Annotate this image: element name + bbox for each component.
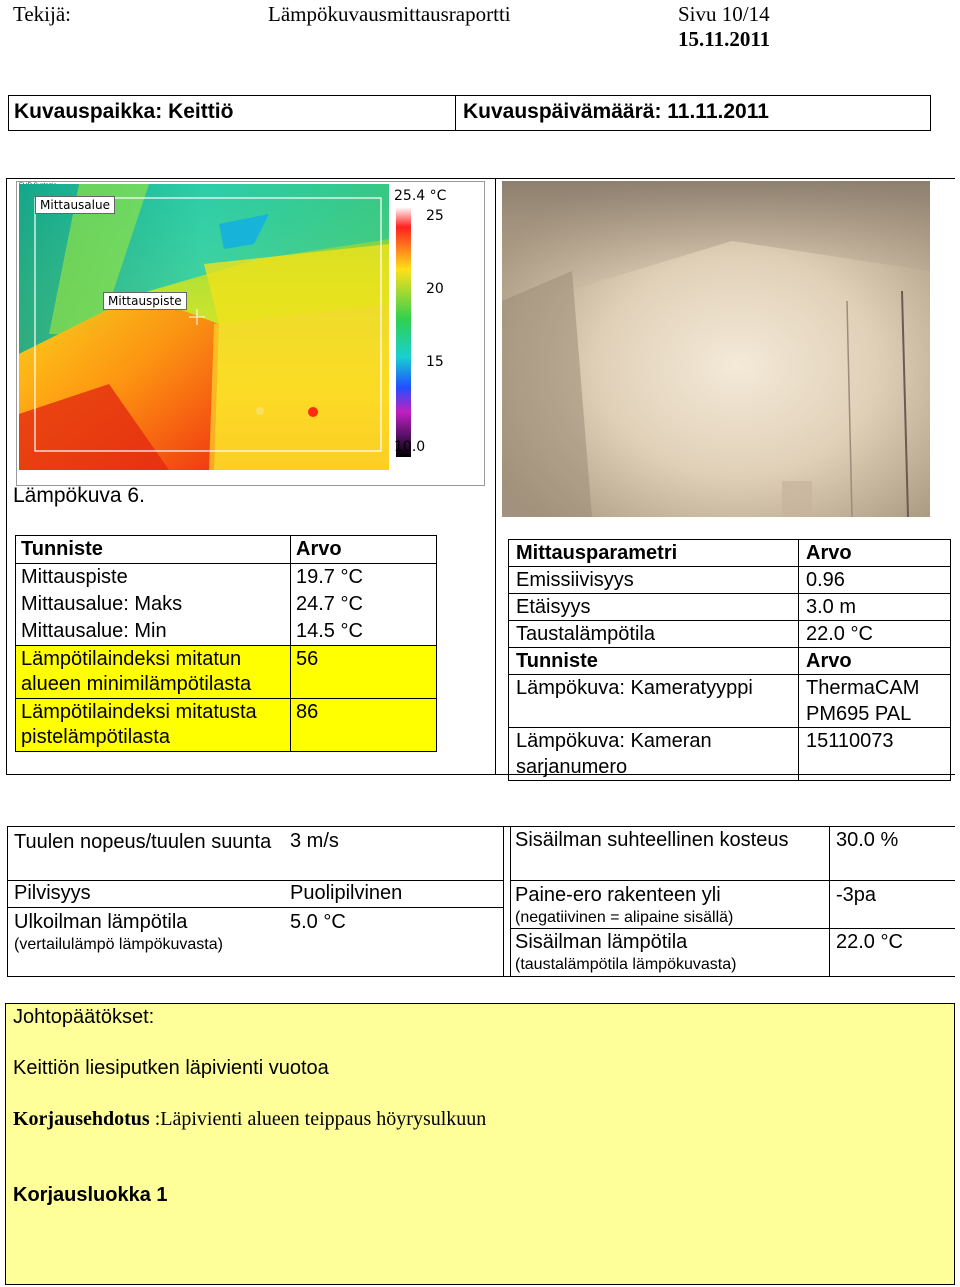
conclusions-box: [5, 1003, 955, 1285]
conclusions-finding: Keittiön liesiputken läpivienti vuotoa: [13, 1057, 329, 1079]
thermal-caption: Lämpökuva 6.: [13, 484, 145, 507]
table-cell: ThermaCAM PM695 PAL: [799, 675, 951, 728]
table-cell: 22.0 °C: [799, 621, 951, 648]
cloud-value: Puolipilvinen: [290, 882, 403, 904]
temperature-scale-bar: [396, 207, 411, 457]
column-header: Arvo: [291, 536, 437, 564]
table-cell: Lämpökuva: Kameratyyppi: [509, 675, 799, 728]
table-cell: 86: [291, 699, 437, 752]
repair-class: Korjausluokka 1: [13, 1184, 168, 1206]
indoor-temp-sub: (taustalämpötila lämpökuvasta): [515, 956, 737, 973]
table-cell: 0.96: [799, 567, 951, 594]
measurement-spot-tag: Mittauspiste: [103, 292, 187, 310]
table-cell: Mittausalue: Min: [16, 618, 291, 646]
cloud-label: Pilvisyys: [14, 882, 91, 904]
shoot-date: Kuvauspäivämäärä: 11.11.2011: [463, 100, 769, 123]
column-header: Arvo: [799, 648, 951, 675]
outdoor-temp-value: 5.0 °C: [290, 911, 346, 933]
wind-value: 3 m/s: [290, 830, 339, 852]
humidity-label: Sisäilman suhteellinen kosteus: [515, 829, 789, 851]
table-cell: Etäisyys: [509, 594, 799, 621]
visual-photo-image: [502, 181, 930, 517]
visual-photo: [502, 181, 930, 517]
author-label: Tekijä:: [13, 2, 72, 26]
report-date: 15.11.2011: [678, 27, 771, 51]
measurement-area-tag: Mittausalue: [35, 196, 115, 214]
table-cell: 24.7 °C: [291, 591, 437, 618]
column-header: Tunniste: [509, 648, 799, 675]
pressure-sub: (negatiivinen = alipaine sisällä): [515, 909, 734, 926]
thermal-image: [16, 181, 485, 486]
shoot-place: Kuvauspaikka: Keittiö: [14, 100, 234, 123]
repair-suggestion: [13, 1108, 486, 1131]
column-header: Mittausparametri: [509, 540, 799, 567]
table-cell: 15110073: [799, 728, 951, 781]
table-cell: 14.5 °C: [291, 618, 437, 646]
conclusions-label: Johtopäätökset:: [13, 1006, 155, 1028]
pressure-label: Paine-ero rakenteen yli: [515, 884, 721, 906]
repair-suggestion-text: :Läpivienti alueen teippaus höyrysulkuun: [149, 1108, 487, 1130]
table-cell: Taustalämpötila: [509, 621, 799, 648]
indoor-temp-label: Sisäilman lämpötila: [515, 931, 688, 953]
parameter-table: [508, 539, 951, 781]
repair-suggestion-label: Korjausehdotus: [13, 1108, 150, 1130]
measurement-table: [15, 535, 437, 752]
table-cell: Mittausalue: Maks: [16, 591, 291, 618]
table-cell: Mittauspiste: [16, 564, 291, 592]
report-title: Lämpökuvausmittausraportti: [268, 2, 511, 26]
table-cell: Lämpökuva: Kameran sarjanumero: [509, 728, 799, 781]
outdoor-temp-sub: (vertailulämpö lämpökuvasta): [14, 936, 223, 953]
scale-tick: 15: [426, 354, 444, 370]
humidity-value: 30.0 %: [836, 829, 899, 851]
table-cell: 3.0 m: [799, 594, 951, 621]
column-header: Arvo: [799, 540, 951, 567]
table-cell: 19.7 °C: [291, 564, 437, 592]
table-cell: Lämpötilaindeksi mitatun alueen minimilämpötilasta: [16, 646, 291, 699]
column-header: Tunniste: [16, 536, 291, 564]
table-cell: 56: [291, 646, 437, 699]
page-number: Sivu 10/14: [678, 2, 770, 26]
thermal-picture: [19, 184, 389, 470]
table-cell: Emissiivisyys: [509, 567, 799, 594]
pressure-value: -3pa: [836, 884, 877, 906]
table-cell: Lämpötilaindeksi mitatusta pistelämpötilasta: [16, 699, 291, 752]
outdoor-temp-label: Ulkoilman lämpötila: [14, 911, 188, 933]
location-row: [8, 95, 931, 131]
scale-max: 25.4 °C: [394, 188, 447, 204]
indoor-temp-value: 22.0 °C: [836, 931, 903, 953]
scale-tick: 20: [426, 281, 444, 297]
wind-label: Tuulen nopeus/tuulen suunta: [14, 831, 272, 853]
scale-min: 10.0: [394, 439, 426, 455]
scale-tick: 25: [426, 208, 444, 224]
